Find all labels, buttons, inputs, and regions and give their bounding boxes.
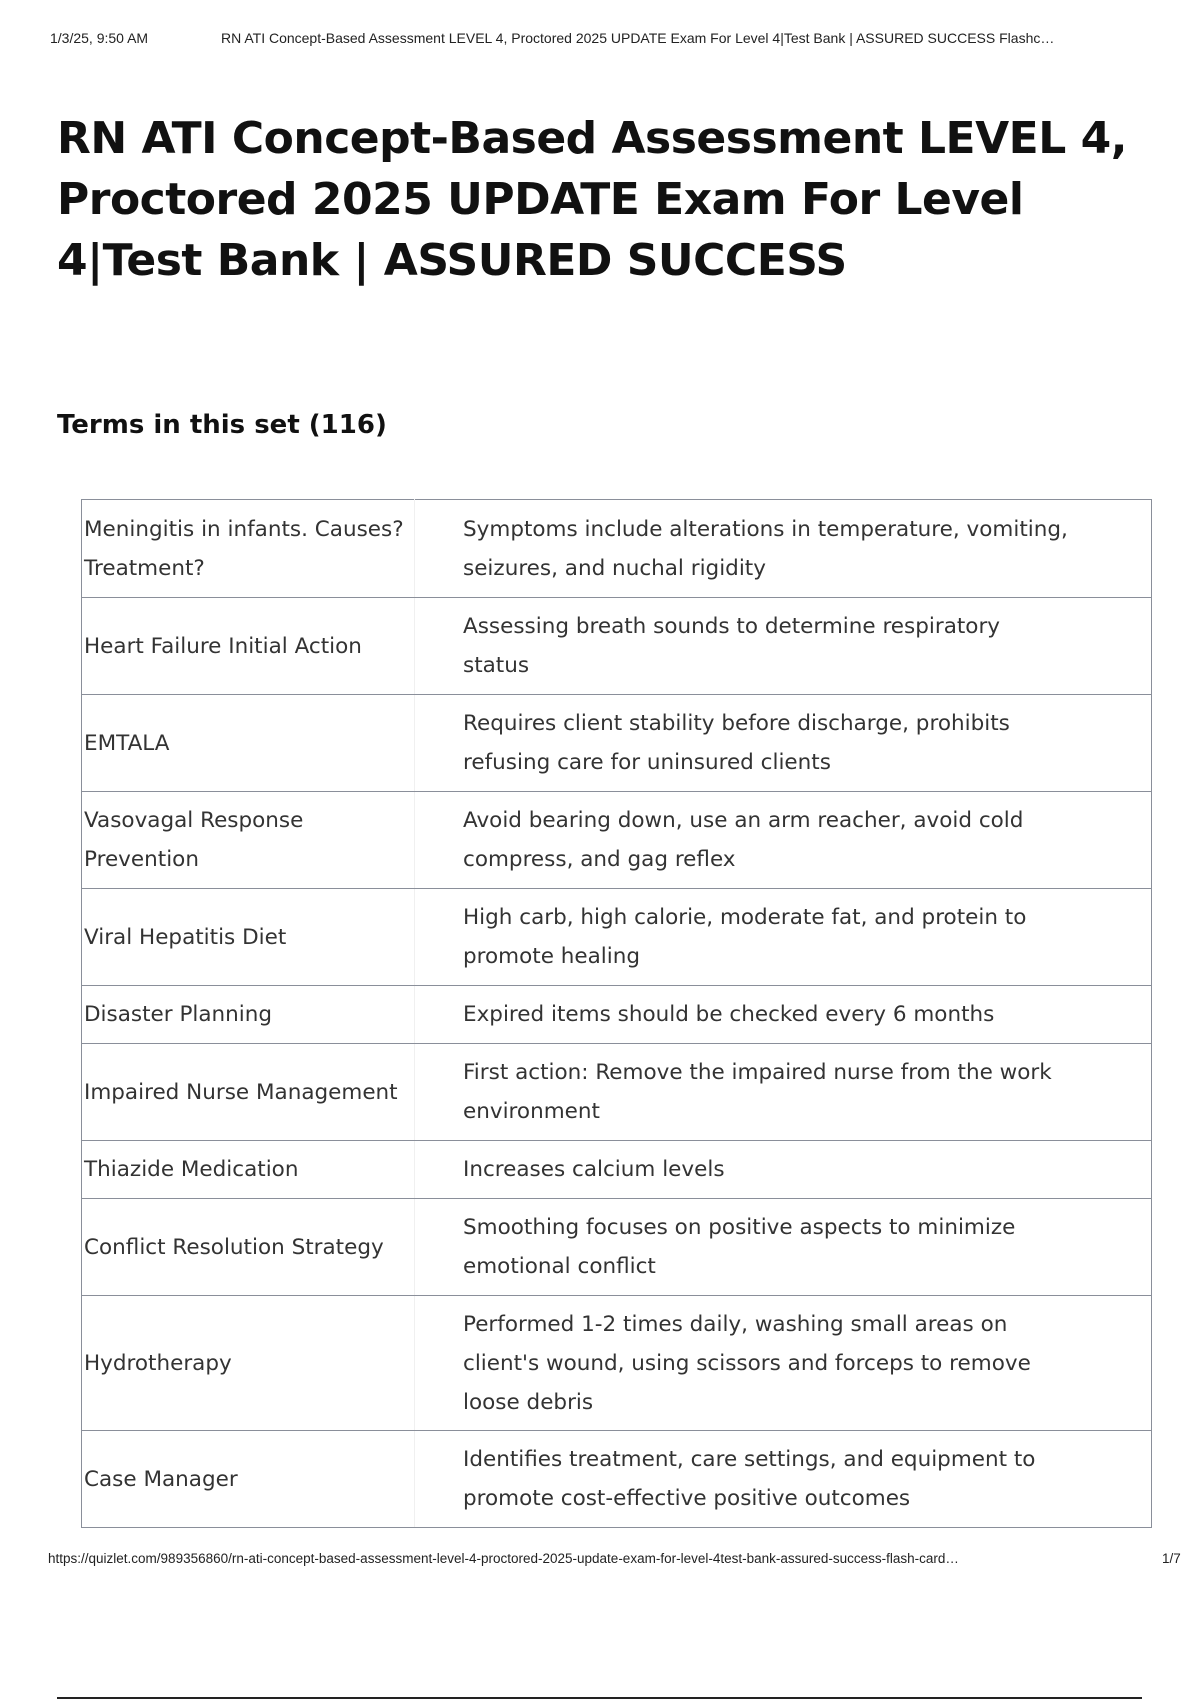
page-number: 1/7: [1162, 1551, 1181, 1566]
definition-cell: First action: Remove the impaired nurse from the work environment: [415, 1044, 1152, 1141]
term-cell: Conflict Resolution Strategy: [82, 1199, 415, 1296]
definition-cell: Assessing breath sounds to determine respiratory status: [415, 598, 1152, 695]
bottom-divider: [57, 1697, 1142, 1699]
term-cell: Thiazide Medication: [82, 1141, 415, 1199]
term-cell: Vasovagal Response Prevention: [82, 792, 415, 889]
page-title: RN ATI Concept-Based Assessment LEVEL 4, Proctored 2025 UPDATE Exam For Level 4|Test Bank | ASSURED SUCCESS: [57, 113, 1127, 286]
term-cell: Hydrotherapy: [82, 1296, 415, 1431]
term-cell: Disaster Planning: [82, 986, 415, 1044]
table-row: [82, 889, 1152, 986]
term-cell: Case Manager: [82, 1431, 415, 1528]
table-row: [82, 1431, 1152, 1528]
term-cell: EMTALA: [82, 695, 415, 792]
term-cell: Impaired Nurse Management: [82, 1044, 415, 1141]
definition-cell: Expired items should be checked every 6 months: [415, 986, 1152, 1044]
term-cell: Viral Hepatitis Diet: [82, 889, 415, 986]
table-row: [82, 500, 1152, 598]
table-row: [82, 986, 1152, 1044]
table-row: [82, 792, 1152, 889]
definition-cell: Smoothing focuses on positive aspects to minimize emotional conflict: [415, 1199, 1152, 1296]
definition-cell: Requires client stability before discharge, prohibits refusing care for uninsured clients: [415, 695, 1152, 792]
term-cell: Meningitis in infants. Causes? Treatment?: [82, 500, 415, 598]
table-row: [82, 1296, 1152, 1431]
terms-count-heading: Terms in this set (116): [57, 410, 387, 440]
page-url: https://quizlet.com/989356860/rn-ati-concept-based-assessment-level-4-proctored-2025-update-exam-for-level-4test-bank-assured-success-flash-card…: [48, 1551, 959, 1566]
print-page-title: RN ATI Concept-Based Assessment LEVEL 4, Proctored 2025 UPDATE Exam For Level 4|Test Bank | ASSURED SUCCESS Flashc…: [221, 30, 1055, 46]
definition-cell: High carb, high calorie, moderate fat, and protein to promote healing: [415, 889, 1152, 986]
print-timestamp: 1/3/25, 9:50 AM: [50, 30, 149, 46]
table-row: [82, 1044, 1152, 1141]
definition-cell: Symptoms include alterations in temperature, vomiting, seizures, and nuchal rigidity: [415, 500, 1152, 598]
print-header: [50, 30, 1180, 50]
definition-cell: Performed 1-2 times daily, washing small areas on client's wound, using scissors and forceps to remove loose debris: [415, 1296, 1152, 1431]
table-row: [82, 598, 1152, 695]
table-row: [82, 1141, 1152, 1199]
definition-cell: Increases calcium levels: [415, 1141, 1152, 1199]
terms-table: [81, 499, 1152, 1528]
table-row: [82, 695, 1152, 792]
term-cell: Heart Failure Initial Action: [82, 598, 415, 695]
definition-cell: Avoid bearing down, use an arm reacher, avoid cold compress, and gag reflex: [415, 792, 1152, 889]
table-row: [82, 1199, 1152, 1296]
definition-cell: Identifies treatment, care settings, and equipment to promote cost-effective positive outcomes: [415, 1431, 1152, 1528]
